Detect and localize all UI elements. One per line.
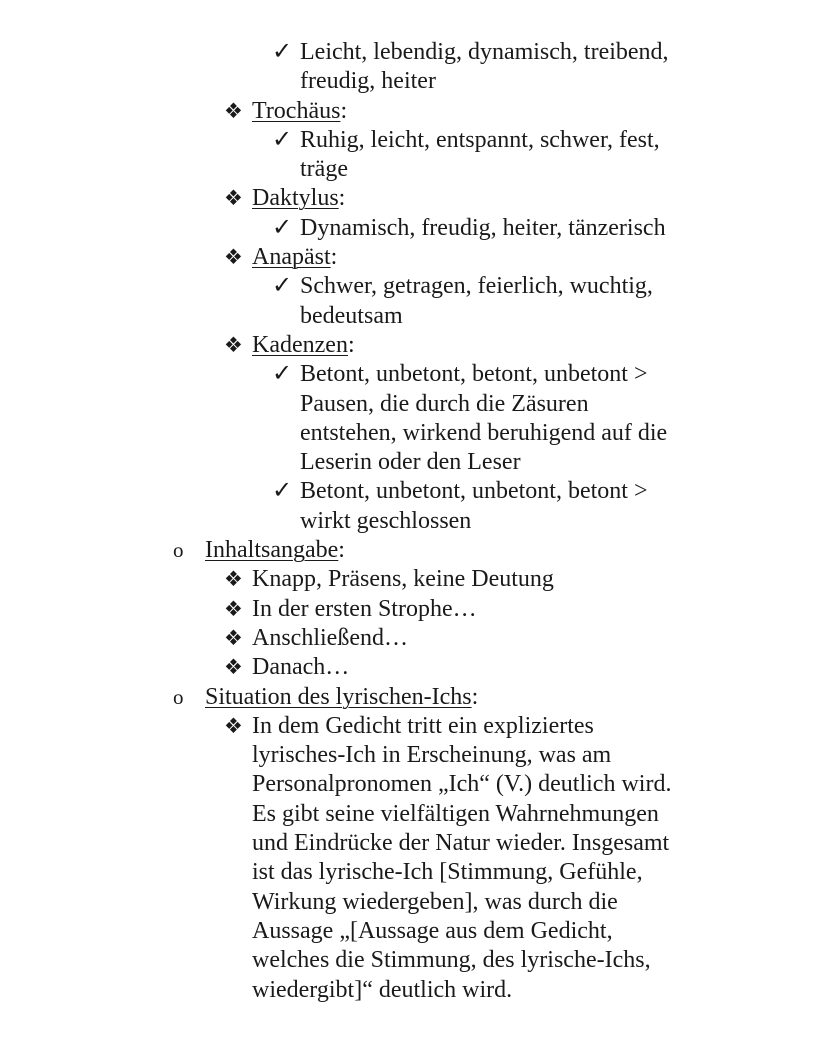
list-item-inhalt-4 [0,653,828,682]
list-item-text: Ruhig, leicht, entspannt, schwer, fest, [300,126,660,153]
list-item-text: Betont, unbetont, betont, unbetont > [300,361,648,388]
diamond-bullet-icon: ❖ [224,567,243,592]
heading-label: Anapäst [252,244,331,271]
diamond-bullet-icon: ❖ [224,186,243,211]
paragraph-text: In dem Gedicht tritt ein expliziertes [252,712,594,739]
heading-colon: : [330,244,338,271]
diamond-bullet-icon: ❖ [224,625,243,650]
paragraph-line [0,917,828,946]
diamond-bullet-icon: ❖ [224,655,243,680]
diamond-bullet-icon: ❖ [224,245,243,270]
list-item-inhalt-1 [0,565,828,594]
paragraph-text: welches die Stimmung, des lyrische-Ichs, [252,947,651,974]
list-item-text: Dynamisch, freudig, heiter, tänzerisch [300,214,666,241]
paragraph-text: ist das lyrische-Ich [Stimmung, Gefühle, [252,859,643,886]
paragraph-text: wiedergibt]“ deutlich wird. [252,976,513,1003]
list-item-inhalt-3 [0,624,828,653]
paragraph-line [0,888,828,917]
list-item-continuation [0,419,828,448]
diamond-bullet-icon: ❖ [224,596,243,621]
paragraph-text: lyrisches-Ich in Erscheinung, was am [252,742,612,769]
heading-label: Trochäus [252,97,341,124]
paragraph-text: Wirkung wiedergeben], was durch die [252,888,618,915]
check-icon: ✓ [272,361,293,388]
list-item-text: Schwer, getragen, feierlich, wuchtig, [300,273,653,300]
heading-colon: : [340,97,348,124]
list-item-text: freudig, heiter [300,68,436,95]
paragraph-line [0,829,828,858]
paragraph-line [0,858,828,887]
heading-trochaeus [0,97,828,126]
paragraph-line [0,946,828,975]
check-icon: ✓ [272,478,293,505]
document-page [0,38,828,1005]
list-item-text: entstehen, wirkend beruhigend auf die [300,419,668,446]
list-item-text: bedeutsam [300,302,403,329]
list-item-text: wirkt geschlossen [300,507,472,534]
check-icon: ✓ [272,273,293,300]
paragraph-line [0,770,828,799]
list-item-continuation [0,302,828,331]
paragraph-text: Personalpronomen „Ich“ (V.) deutlich wird. [252,771,672,798]
list-item-daktylus [0,214,828,243]
list-item-kadenzen-2 [0,477,828,506]
list-item-inhalt-2 [0,595,828,624]
list-item-leicht [0,38,828,67]
list-item-trochaeus [0,126,828,155]
list-item-continuation [0,448,828,477]
paragraph-line [0,712,828,741]
heading-label: Situation des lyrischen-Ichs [205,683,472,710]
paragraph-text: Es gibt seine vielfältigen Wahrnehmungen [252,800,659,827]
heading-label: Kadenzen [252,331,348,358]
paragraph-text: und Eindrücke der Natur wieder. Insgesamt [252,830,670,857]
list-item-text: Pausen, die durch die Zäsuren [300,390,589,417]
heading-situation [0,683,828,712]
heading-colon: : [338,537,345,564]
list-item-text: Danach… [252,654,350,681]
list-item-continuation [0,155,828,184]
heading-inhaltsangabe [0,536,828,565]
list-item-text: Leicht, lebendig, dynamisch, treibend, [300,39,669,65]
heading-daktylus [0,184,828,213]
diamond-bullet-icon: ❖ [224,98,243,123]
list-item-anapaest [0,272,828,301]
heading-label: Inhaltsangabe [205,537,339,564]
list-item-text: träge [300,156,348,183]
paragraph-line [0,976,828,1005]
heading-colon: : [471,683,479,710]
diamond-bullet-icon: ❖ [224,713,243,738]
list-item-kadenzen-1 [0,360,828,389]
paragraph-line [0,800,828,829]
list-item-continuation [0,390,828,419]
heading-label: Daktylus [252,185,339,212]
list-item-continuation [0,507,828,536]
heading-kadenzen [0,331,828,360]
check-icon: ✓ [272,214,293,241]
circle-bullet-icon: o [173,538,184,563]
heading-colon: : [338,185,346,212]
circle-bullet-icon: o [173,684,184,709]
list-item-text: Anschließend… [252,624,408,651]
paragraph-line [0,741,828,770]
check-icon: ✓ [272,126,293,153]
list-item-text: In der ersten Strophe… [252,595,477,622]
list-item-continuation [0,67,828,96]
heading-anapaest [0,243,828,272]
heading-colon: : [347,331,355,358]
paragraph-text: Aussage „[Aussage aus dem Gedicht, [252,917,613,944]
check-icon: ✓ [272,39,293,65]
list-item-text: Leserin oder den Leser [300,449,521,476]
diamond-bullet-icon: ❖ [224,332,243,357]
list-item-text: Betont, unbetont, unbetont, betont > [300,478,648,505]
list-item-text: Knapp, Präsens, keine Deutung [252,566,554,593]
